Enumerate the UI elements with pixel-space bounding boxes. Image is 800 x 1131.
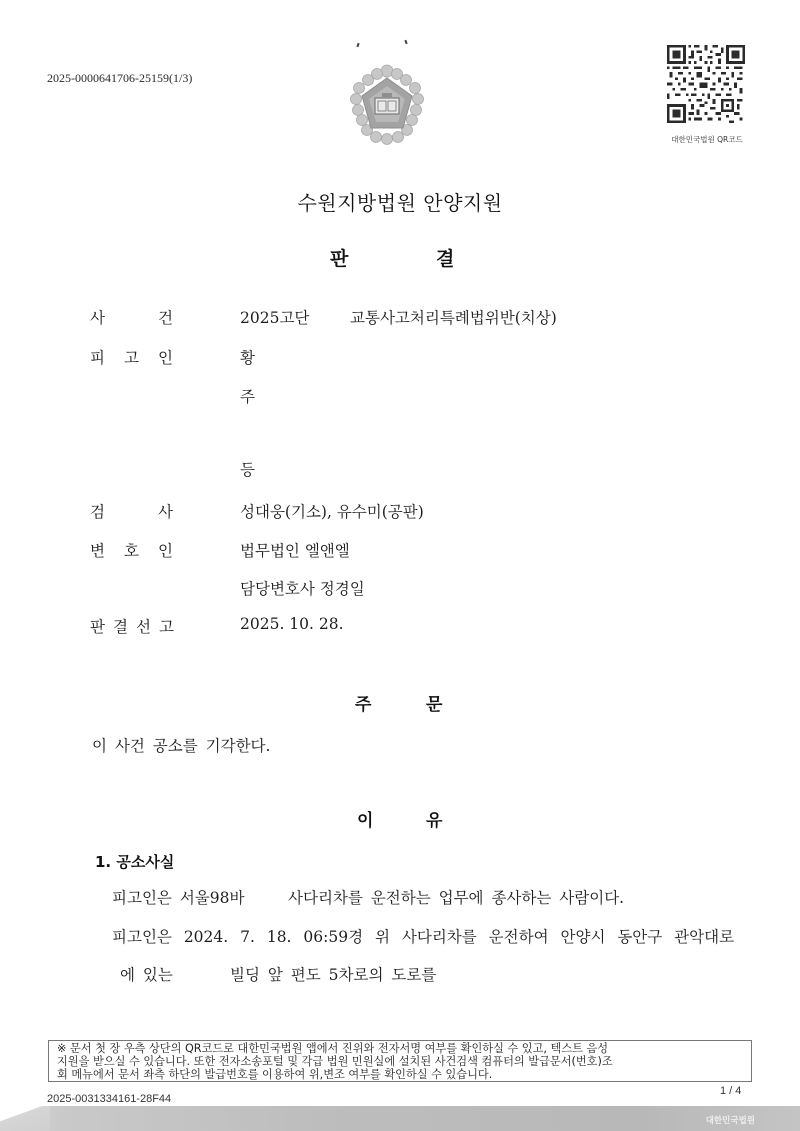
case-number: 2025고단 (240, 309, 310, 327)
defendant-name: 황 (240, 349, 255, 367)
order-heading-char-1: 주 (355, 695, 372, 715)
defense-firm: 법무법인 엘앤엘 (240, 542, 350, 560)
seal-registration-marks (357, 40, 417, 50)
doc-title-char-1: 판 (330, 248, 349, 270)
issue-number: 2025-0031334161-28F44 (47, 1093, 172, 1105)
court-name: 수원지방법원 안양지원 (297, 191, 503, 215)
footer-brand: 대한민국법원 (705, 1116, 755, 1126)
paragraph-3-part-1: 에 있는 (120, 966, 173, 984)
qr-caption: 대한민국법원 QR코드 (671, 135, 743, 144)
defendant-registered-label: 등 (240, 461, 255, 479)
page-indicator: 1 / 4 (720, 1085, 742, 1097)
paragraph-1-part-1: 피고인은 서울98바 (112, 889, 245, 907)
order-heading-char-2: 문 (426, 695, 443, 715)
case-name: 교통사고처리특례법위반(치상) (350, 309, 557, 327)
reason-heading-char-1: 이 (357, 811, 374, 831)
court-seal-icon (344, 62, 430, 148)
qr-code-icon[interactable] (667, 45, 745, 123)
notice-line-2: 지원을 받으실 수 있습니다. 또한 전자소송포털 및 각급 법원 민원실에 설치된 사건검색 컴퓨터의 발급문서(번호)조 (57, 1055, 613, 1068)
order-text: 이 사건 공소를 기각한다. (92, 737, 271, 755)
judgment-date-value: 2025. 10. 28. (240, 615, 344, 633)
verification-notice (48, 1040, 752, 1082)
defendant-address-label: 주 (240, 388, 255, 406)
paragraph-2: 피고인은 2024. 7. 18. 06:59경 위 사다리차를 운전하여 안양시 동안구 관악대로 (112, 928, 735, 946)
document-number: 2025-0000641706-25159(1/3) (47, 71, 193, 85)
notice-line-3: 회 메뉴에서 문서 좌측 하단의 발급번호를 이용하여 위,변조 여부를 확인하실 수 있습니다. (57, 1068, 493, 1081)
footer-swoosh (0, 1106, 50, 1131)
paragraph-1-part-2: 사다리차를 운전하는 업무에 종사하는 사람이다. (288, 889, 625, 907)
paragraph-3-part-2: 빌딩 앞 편도 5차로의 도로를 (230, 966, 437, 984)
prosecutor-value: 성대웅(기소), 유수미(공판) (240, 503, 424, 521)
defense-attorney: 담당변호사 정경일 (240, 580, 365, 598)
doc-title-char-2: 결 (436, 248, 455, 270)
footer-band (0, 1106, 800, 1131)
subheading-indictment-facts: 1. 공소사실 (95, 853, 175, 871)
notice-line-1: ※ 문서 첫 장 우측 상단의 QR코드로 대한민국법원 앱에서 진위와 전자서명 여부를 확인하실 수 있고, 텍스트 음성 (57, 1042, 609, 1055)
reason-heading-char-2: 유 (426, 811, 443, 831)
